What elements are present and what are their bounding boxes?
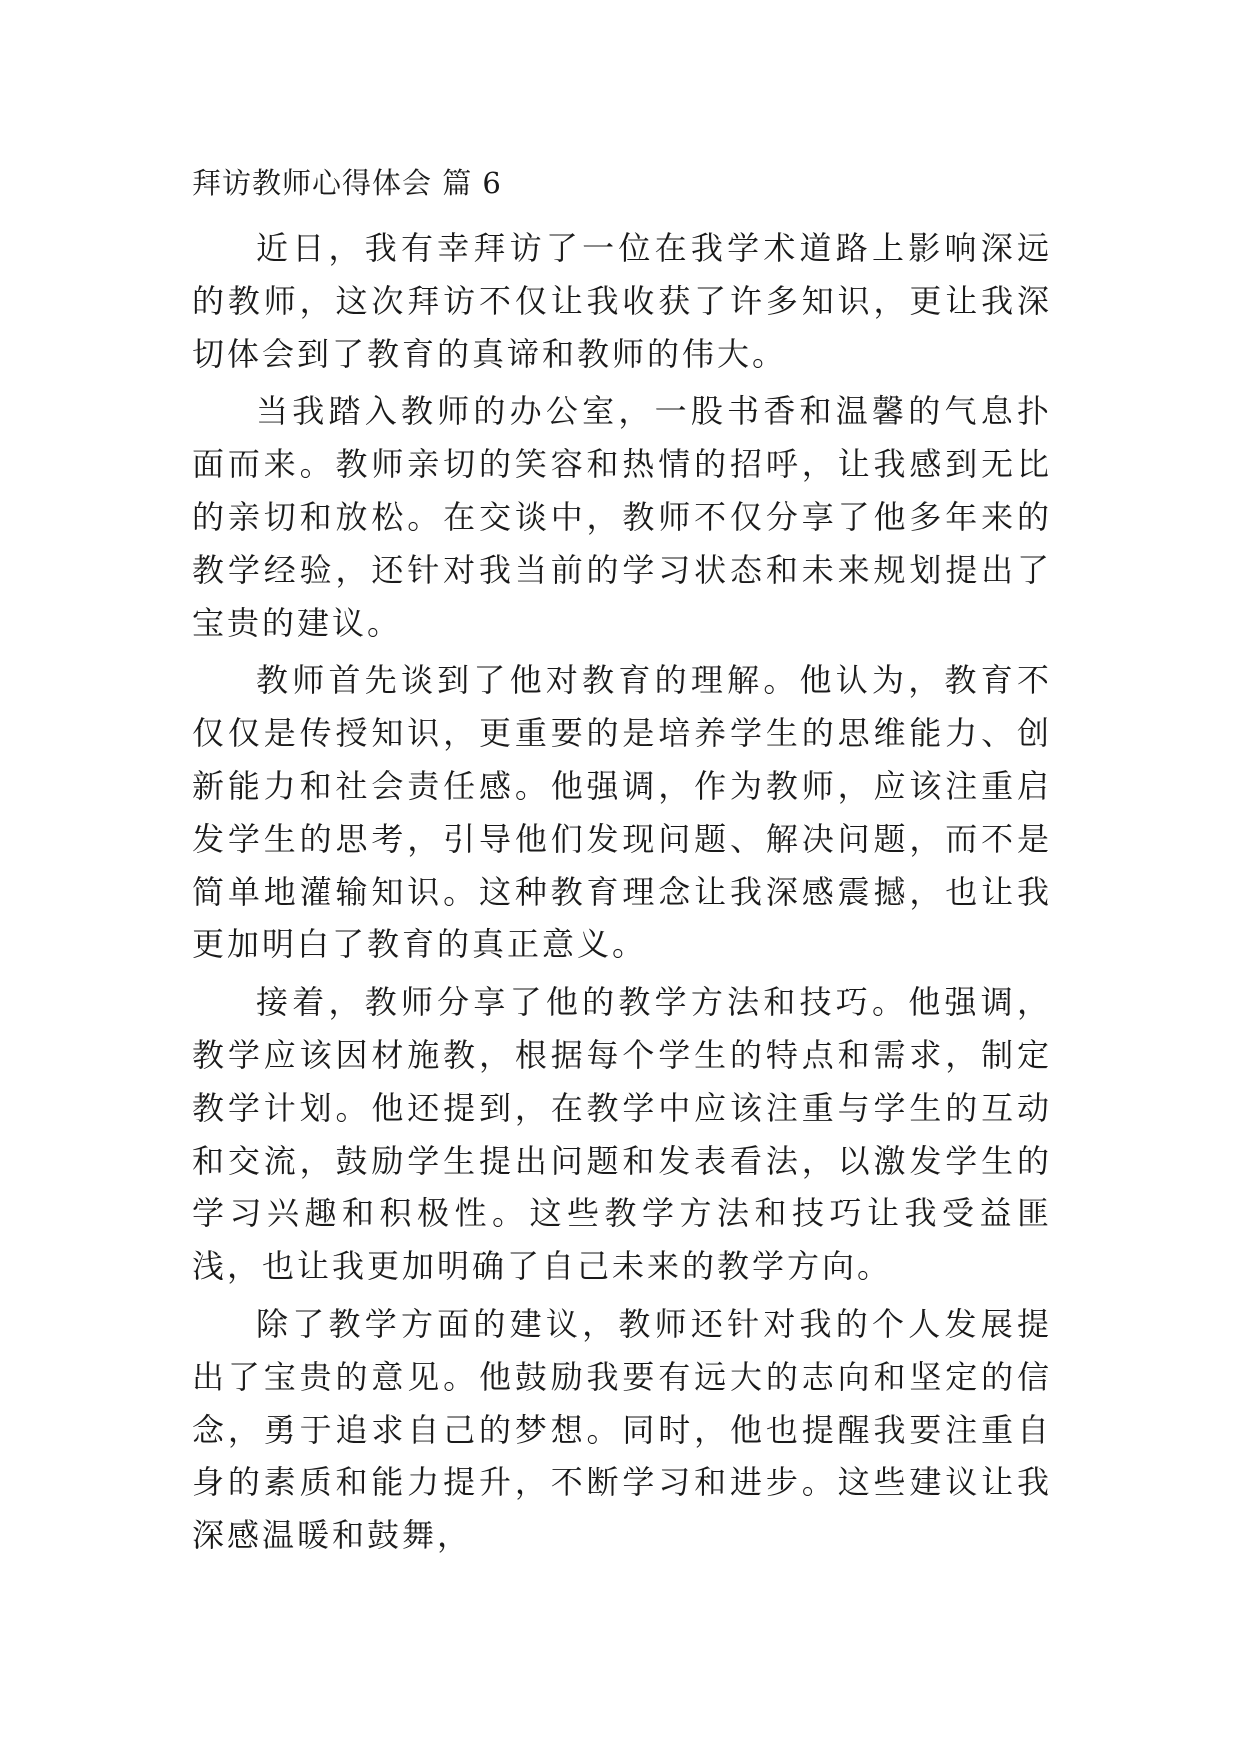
paragraph-4: 接着，教师分享了他的教学方法和技巧。他强调，教学应该因材施教，根据每个学生的特点和需求，制定教学计划。他还提到，在教学中应该注重与学生的互动和交流，鼓励学生提出问题和发表看法，以激发学生的学习兴趣和积极性。这些教学方法和技巧让我受益匪浅，也让我更加明确了自己未来的教学方向。 [192, 983, 1052, 1286]
document-body [192, 222, 1052, 1567]
document-title: 拜访教师心得体会 篇 6 [192, 166, 502, 200]
paragraph-5: 除了教学方面的建议，教师还针对我的个人发展提出了宝贵的意见。他鼓励我要有远大的志向和坚定的信念，勇于追求自己的梦想。同时，他也提醒我要注重自身的素质和能力提升，不断学习和进步。这些建议让我深感温暖和鼓舞， [192, 1304, 1052, 1555]
paragraph-3: 教师首先谈到了他对教育的理解。他认为，教育不仅仅是传授知识，更重要的是培养学生的思维能力、创新能力和社会责任感。他强调，作为教师，应该注重启发学生的思考，引导他们发现问题、解决问题，而不是简单地灌输知识。这种教育理念让我深感震撼，也让我更加明白了教育的真正意义。 [192, 661, 1052, 964]
paragraph-2: 当我踏入教师的办公室，一股书香和温馨的气息扑面而来。教师亲切的笑容和热情的招呼，让我感到无比的亲切和放松。在交谈中，教师不仅分享了他多年来的教学经验，还针对我当前的学习状态和未来规划提出了宝贵的建议。 [192, 392, 1052, 642]
paragraph-1: 近日，我有幸拜访了一位在我学术道路上影响深远的教师，这次拜访不仅让我收获了许多知识，更让我深切体会到了教育的真谛和教师的伟大。 [192, 229, 1052, 373]
